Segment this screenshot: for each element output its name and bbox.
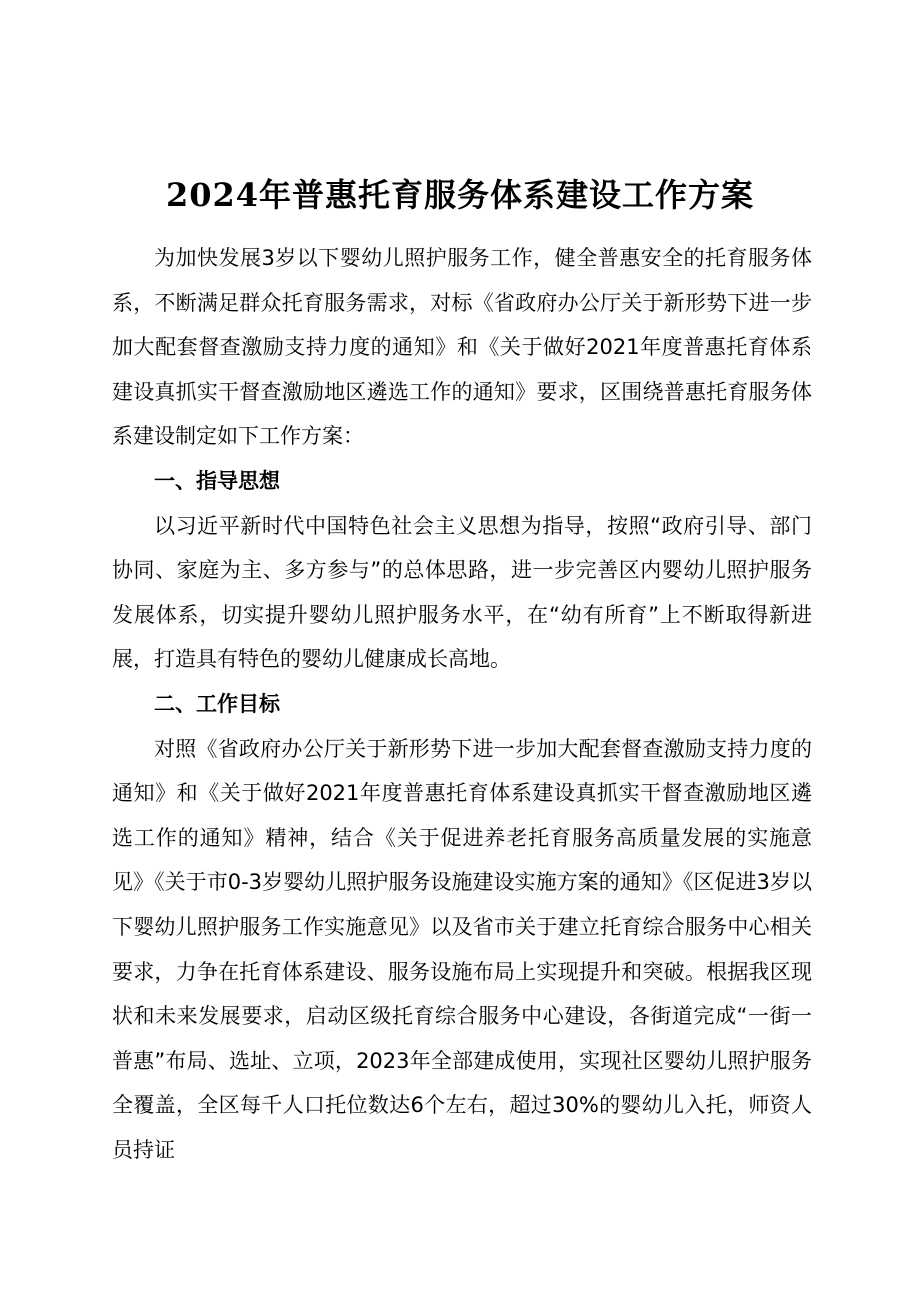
section-paragraph-guiding-ideology: 以习近平新时代中国特色社会主义思想为指导，按照“政府引导、部门协同、家庭为主、多方参与”的总体思路，进一步完善区内婴幼儿照护服务发展体系，切实提升婴幼儿照护服务水平，在“幼有所育”上不断取得新进展，打造具有特色的婴幼儿健康成长高地。 [112, 513, 812, 672]
document-title: 2024年普惠托育服务体系建设工作方案 [165, 176, 755, 215]
section-heading-guiding-ideology [112, 459, 812, 504]
section-heading-text: 二、工作目标 [154, 691, 280, 716]
intro-paragraph: 为加快发展3岁以下婴幼儿照护服务工作，健全普惠安全的托育服务体系，不断满足群众托育服务需求，对标《省政府办公厅关于新形势下进一步加大配套督查激励支持力度的通知》和《关于做好2021年度普惠托育体系建设真抓实干督查激励地区遴选工作的通知》要求，区围绕普惠托育服务体系建设制定如下工作方案： [112, 246, 812, 449]
document-body [112, 236, 812, 1172]
section-heading-text: 一、指导思想 [154, 468, 280, 493]
section-paragraph-work-goals: 对照《省政府办公厅关于新形势下进一步加大配套督查激励支持力度的通知》和《关于做好2021年度普惠托育体系建设真抓实干督查激励地区遴选工作的通知》精神，结合《关于促进养老托育服务高质量发展的实施意见》《关于市0-3岁婴幼儿照护服务设施建设实施方案的通知》《区促进3岁以下婴幼儿照护服务工作实施意见》以及省市关于建立托育综合服务中心相关要求，力争在托育体系建设、服务设施布局上实现提升和突破。根据我区现状和未来发展要求，启动区级托育综合服务中心建设，各街道完成“一街一普惠”布局、选址、立项，2023年全部建成使用，实现社区婴幼儿照护服务全覆盖，全区每千人口托位数达6个左右，超过30%的婴幼儿入托，师资人员持证 [112, 736, 812, 1162]
section-heading-work-goals [112, 682, 812, 727]
